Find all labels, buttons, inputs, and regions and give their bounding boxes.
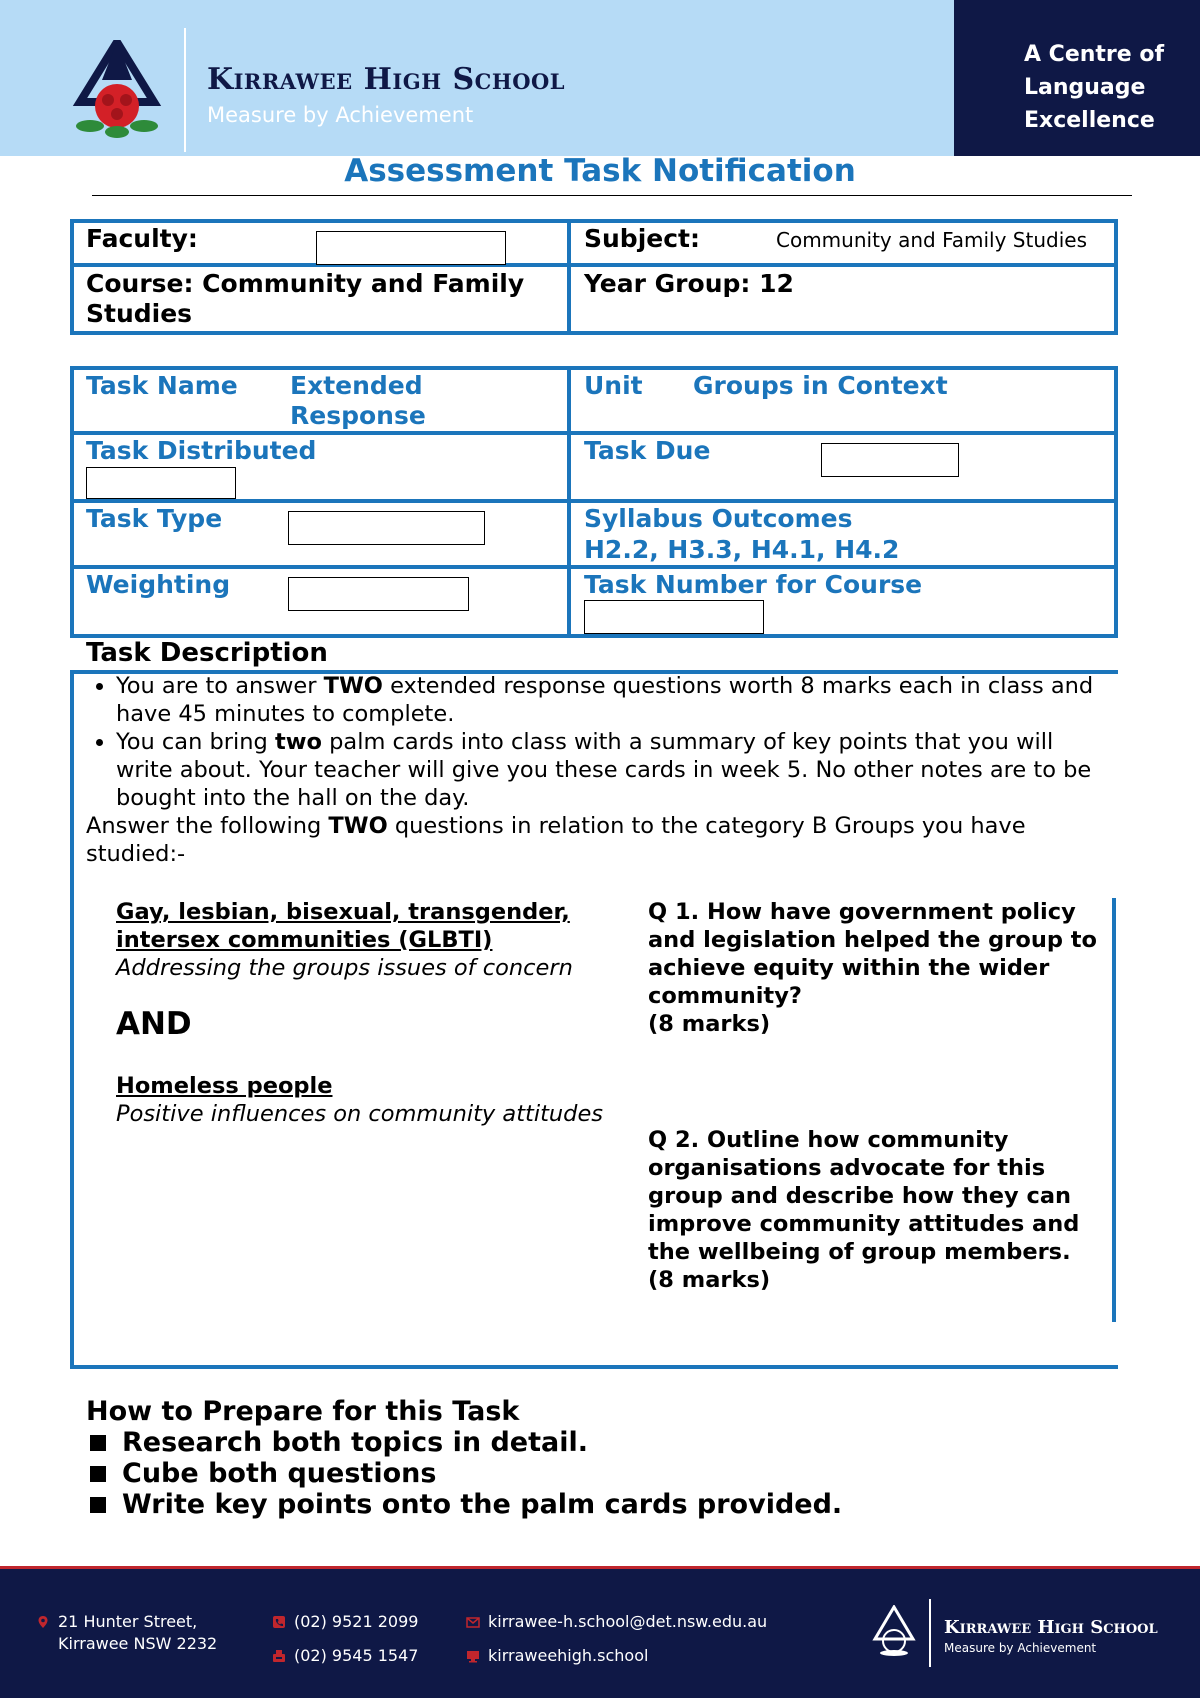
task-number-field[interactable] — [584, 600, 764, 634]
phone-icon — [272, 1615, 286, 1629]
task-name-value: Extended Response — [290, 371, 426, 430]
task-description-text — [86, 672, 1106, 868]
task-distributed-label: Task Distributed — [86, 436, 317, 465]
course-table-col-divider — [567, 219, 571, 335]
subject-label: Subject: — [584, 224, 700, 253]
how-to-prepare-section — [86, 1396, 842, 1520]
weighting-field[interactable] — [288, 577, 469, 611]
centre-of-excellence-badge — [1024, 38, 1164, 137]
syllabus-outcomes-value: H2.2, H3.3, H4.1, H4.2 — [584, 535, 900, 564]
document-title: Assessment Task Notification — [344, 153, 856, 189]
prepare-item — [86, 1458, 842, 1489]
task-description-label: Task Description — [86, 638, 328, 668]
website-link[interactable]: kirraweehigh.school — [488, 1646, 649, 1665]
footer-email — [466, 1611, 767, 1633]
fax-icon — [272, 1649, 286, 1663]
intro-text-a: Answer the following — [86, 813, 329, 839]
footer-address — [36, 1611, 217, 1655]
centre-line-3: Excellence — [1024, 108, 1155, 133]
footer-website — [466, 1645, 648, 1667]
subject-value: Community and Family Studies — [776, 228, 1087, 252]
year-group-label: Year Group: 12 — [584, 269, 794, 298]
question-1-marks: (8 marks) — [648, 1011, 771, 1037]
footer-phone — [272, 1611, 418, 1633]
task-table-col-divider — [567, 366, 571, 638]
task-number-label: Task Number for Course — [584, 570, 923, 599]
faculty-label: Faculty: — [86, 224, 198, 253]
phone-number[interactable]: (02) 9521 2099 — [294, 1612, 419, 1631]
task-name-label: Task Name — [86, 371, 238, 400]
square-bullet-icon — [90, 1497, 106, 1513]
address-line-1: 21 Hunter Street, — [58, 1612, 198, 1631]
course-label: Course: Community and Family Studies — [86, 269, 525, 328]
intro-text-b: TWO — [328, 813, 388, 839]
task-table-row-divider-3 — [70, 565, 1118, 569]
question-2-marks: (8 marks) — [648, 1267, 771, 1293]
centre-line-1: A Centre of — [1024, 42, 1165, 67]
topic-1-title: Gay, lesbian, bisexual, transgender, intersex communities (GLBTI) — [116, 899, 570, 953]
prepare-item-text: Write key points onto the palm cards provided. — [122, 1489, 843, 1520]
footer-school-crest-logo — [872, 1605, 916, 1657]
topic-2-description: Positive influences on community attitudes — [116, 1101, 604, 1127]
task-type-field[interactable] — [288, 511, 485, 545]
prepare-item — [86, 1489, 842, 1520]
school-crest-logo — [72, 40, 162, 140]
and-connector: AND — [116, 1006, 192, 1042]
prepare-item — [86, 1427, 842, 1458]
bullet1-text-b: TWO — [323, 673, 383, 699]
header-divider — [184, 28, 186, 152]
square-bullet-icon — [90, 1466, 106, 1482]
location-pin-icon — [36, 1615, 50, 1629]
how-to-prepare-title: How to Prepare for this Task — [86, 1396, 520, 1427]
school-name: Kirrawee High School — [207, 62, 566, 97]
questions-right-border — [1112, 898, 1116, 1322]
questions-column — [648, 898, 1108, 1294]
title-underline — [92, 195, 1132, 196]
bullet2-text-c: palm cards into class with a summary of key points that you will write about. Your teacher will give you these cards in week 5. No other notes are to be bought into the hall on the day. — [116, 729, 1092, 811]
description-intro — [86, 812, 1106, 868]
task-table-row-divider-1 — [70, 431, 1118, 435]
bullet2-text-a: You can bring — [116, 729, 275, 755]
task-table-row-divider-2 — [70, 499, 1118, 503]
topic-2-title: Homeless people — [116, 1073, 333, 1099]
footer — [0, 1569, 1200, 1698]
task-due-field[interactable] — [821, 443, 959, 477]
centre-line-2: Language — [1024, 75, 1146, 100]
syllabus-outcomes-label: Syllabus Outcomes — [584, 504, 853, 533]
topics-column — [116, 898, 616, 1128]
bullet1-text-a: You are to answer — [116, 673, 324, 699]
unit-value: Groups in Context — [693, 371, 948, 400]
fax-number: (02) 9545 1547 — [294, 1646, 419, 1665]
footer-fax — [272, 1645, 418, 1667]
task-distributed-field[interactable] — [86, 467, 236, 499]
square-bullet-icon — [90, 1435, 106, 1451]
email-address[interactable]: kirrawee-h.school@det.nsw.edu.au — [488, 1612, 768, 1631]
question-1: Q 1. How have government policy and legislation helped the group to achieve equity within the wider community? — [648, 899, 1097, 1009]
task-type-label: Task Type — [86, 504, 223, 533]
task-due-label: Task Due — [584, 436, 711, 465]
prepare-item-text: Research both topics in detail. — [122, 1427, 588, 1458]
footer-school-motto: Measure by Achievement — [944, 1641, 1097, 1655]
question-2: Q 2. Outline how community organisations advocate for this group and describe how they can improve community attitudes and the wellbeing of group members. — [648, 1127, 1080, 1265]
description-bullet-2 — [116, 728, 1106, 812]
prepare-item-text: Cube both questions — [122, 1458, 437, 1489]
footer-school-name: Kirrawee High School — [944, 1617, 1158, 1638]
unit-label: Unit — [584, 371, 643, 400]
intro-text-c: questions in relation to the category B Groups you have studied:- — [86, 813, 1026, 867]
course-table-row-divider — [70, 263, 1118, 267]
weighting-label: Weighting — [86, 570, 231, 599]
bullet2-text-b: two — [274, 729, 322, 755]
bullet1-text-c: extended response questions worth 8 marks each in class and have 45 minutes to complete. — [116, 673, 1094, 727]
description-bullet-1 — [116, 672, 1106, 728]
monitor-icon — [466, 1649, 480, 1663]
footer-divider — [929, 1599, 931, 1667]
topic-1-description: Addressing the groups issues of concern — [116, 955, 573, 981]
email-icon — [466, 1615, 480, 1629]
faculty-field[interactable] — [316, 231, 506, 265]
address-line-2: Kirrawee NSW 2232 — [58, 1634, 218, 1653]
school-motto: Measure by Achievement — [207, 103, 474, 127]
